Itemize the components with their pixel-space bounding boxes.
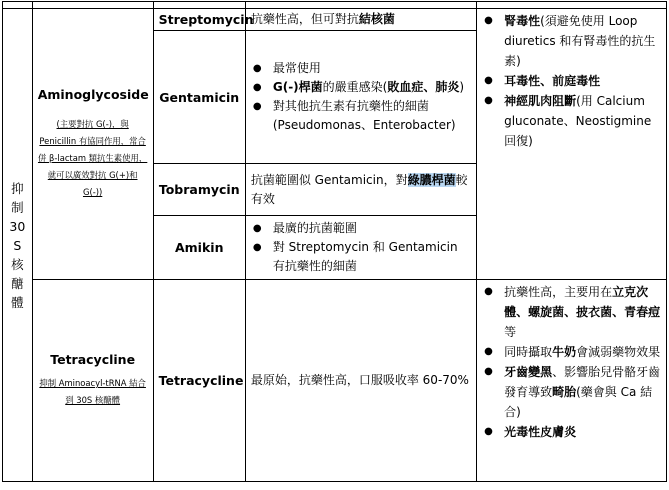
drug-desc-streptomycin	[245, 9, 476, 31]
bullet-item	[251, 59, 471, 78]
bold-text: 畸胎	[552, 385, 577, 399]
tetracycline-class-cell	[32, 280, 153, 482]
row-tetracycline	[3, 280, 667, 482]
top-empty-row	[3, 2, 667, 9]
text-run: )	[459, 80, 465, 94]
bold-text: 牙齒變黑	[504, 365, 553, 379]
text-run: 同時攝取	[504, 345, 553, 359]
bullet-item	[482, 91, 661, 151]
bullet-item	[482, 362, 661, 422]
text-run: 會減弱藥物效果	[576, 345, 661, 359]
mechanism-label: 抑 制 30 S 核 醣 體	[9, 180, 26, 310]
bold-text: 腎毒性	[504, 14, 541, 28]
drug-desc-tetracycline: 最原始，抗藥性高，口服吸收率 60-70%	[245, 280, 476, 482]
amikin-bullets	[251, 219, 471, 276]
bold-text: 神經肌肉阻斷	[504, 94, 577, 108]
tetracycline-note: 抑制 Aminoacyl-tRNA 結合到 30S 核醣體	[39, 378, 146, 405]
drug-name-gentamicin: Gentamicin	[153, 31, 245, 164]
bold-text: 立克次體、螺旋菌、披衣菌、青春痘	[504, 285, 661, 319]
tetracycline-side-effect-list	[482, 282, 661, 442]
drug-desc-tobramycin	[245, 164, 476, 216]
bold-text: 結核菌	[358, 12, 395, 26]
bullet-item	[251, 238, 471, 276]
bold-text: 敗血症、肺炎	[387, 80, 460, 94]
bullet-item	[251, 78, 471, 97]
text-run: 抗藥性高，主要用在	[504, 285, 613, 299]
text-run: 最廣的抗菌範圍	[272, 221, 357, 235]
drug-desc-gentamicin	[245, 31, 476, 164]
bold-text: 牛奶	[552, 345, 577, 359]
bold-text: G(-)桿菌	[272, 80, 323, 94]
bold-text: 耳毒性、前庭毒性	[504, 74, 601, 88]
drug-name-tobramycin: Tobramycin	[153, 164, 245, 216]
aminoglycoside-side-effect-list	[482, 11, 661, 151]
drug-desc-amikin	[245, 216, 476, 280]
tetracycline-class-name: Tetracycline	[50, 352, 136, 367]
aminoglycoside-name: Aminoglycoside	[37, 87, 149, 102]
tetracycline-side-effects	[477, 280, 667, 482]
text-run: 、影響胎兒骨骼牙齒發育導致	[504, 365, 661, 399]
drug-table	[2, 1, 667, 482]
text-run: 較有效	[250, 172, 468, 206]
text-run: (須避免使用 Loop diuretics 和有腎毒性的抗生素)	[504, 14, 656, 68]
text-run: (用 Calcium gluconate、Neostigmine 回復)	[504, 94, 652, 148]
highlighted-text: 綠膿桿菌	[407, 172, 456, 187]
bullet-item	[482, 282, 661, 342]
drug-name-amikin: Amikin	[153, 216, 245, 280]
aminoglycoside-side-effects	[477, 9, 667, 280]
text-run: 最常使用	[272, 61, 321, 75]
row-streptomycin	[3, 9, 667, 31]
bullet-item	[251, 97, 471, 135]
text-run: (藥會與 Ca 結合)	[504, 385, 653, 419]
text-run: 對其他抗生素有抗藥性的細菌(Pseudomonas、Enterobacter)	[272, 99, 456, 132]
text-run: 等	[504, 325, 517, 339]
mechanism-cell	[3, 9, 33, 482]
text-run: 抗藥性高，但可對抗	[250, 12, 359, 26]
drug-name-tetracycline: Tetracycline	[153, 280, 245, 482]
text-run: 抗菌範圍似 Gentamicin，對	[250, 172, 408, 187]
bullet-item	[482, 422, 661, 442]
bullet-item	[482, 11, 661, 71]
text-run: 對 Streptomycin 和 Gentamicin 有抗藥性的細菌	[272, 240, 458, 273]
bullet-item	[482, 71, 661, 91]
bullet-item	[251, 219, 471, 238]
text-run: 的嚴重感染(	[322, 80, 388, 94]
drug-name-streptomycin: Streptomycin	[153, 9, 245, 31]
gentamicin-bullets	[251, 59, 471, 135]
aminoglycoside-note: (主要對抗 G(-)，與 Penicillin 有協同作用，常合併 β-lactam 類抗生素使用，就可以廣效對抗 G(+)和 G(-))	[37, 119, 148, 197]
bold-text: 光毒性皮膚炎	[504, 425, 577, 439]
aminoglycoside-class-cell	[32, 9, 153, 280]
bullet-item	[482, 342, 661, 362]
